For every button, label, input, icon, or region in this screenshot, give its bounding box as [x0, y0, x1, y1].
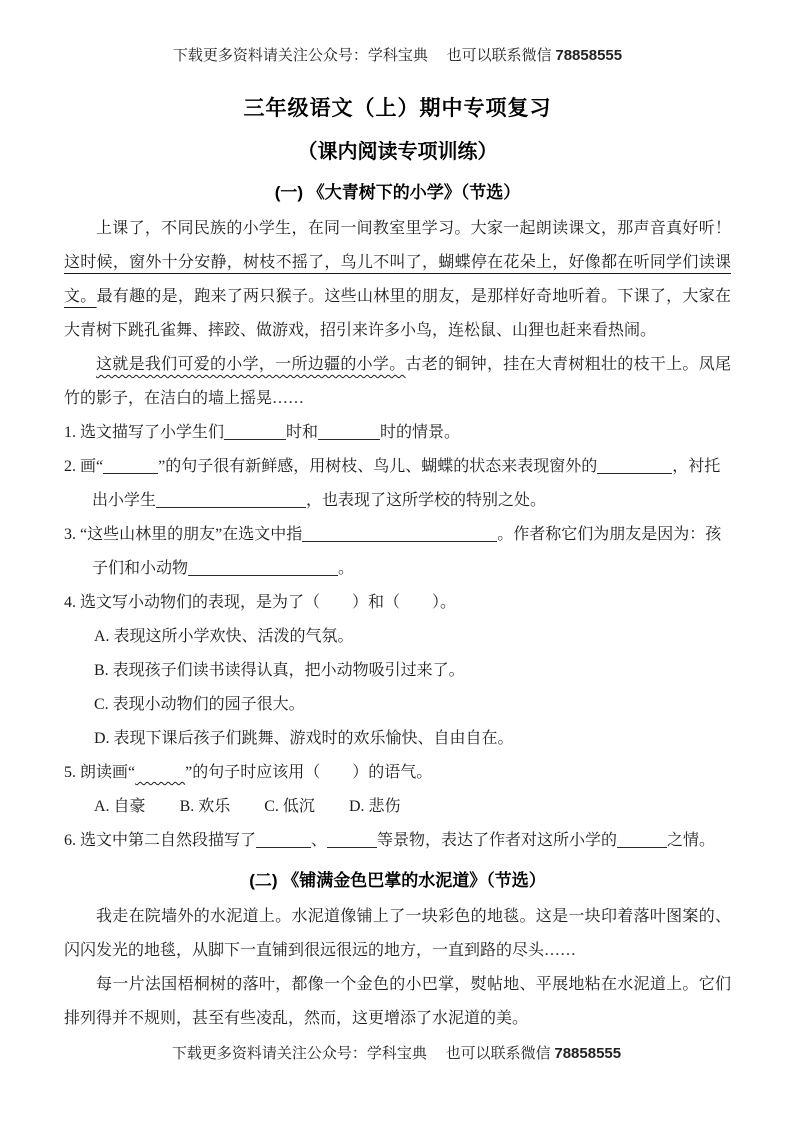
section-1-heading: (一) 《大青树下的小学》（节选）	[274, 183, 521, 202]
answer-blank	[256, 832, 311, 848]
footer-text: 下载更多资料请关注公众号：学科宝典 也可以联系微信	[171, 1046, 555, 1062]
passage-paragraph-1	[64, 212, 731, 348]
question-6	[64, 824, 731, 858]
passage-paragraph-2: 每一片法国梧桐树的落叶，都像一个金色的小巴掌，熨帖地、平展地粘在水泥道上。它们排列得并不规则，甚至有些凌乱，然而，这更增添了水泥道的美。	[64, 976, 731, 1027]
section-2-heading: (二) 《铺满金色巴掌的水泥道》（节选）	[249, 871, 546, 890]
question-4-option-d: D. 表现下课后孩子们跳舞、游戏时的欢乐愉快、自由自在。	[94, 730, 514, 747]
page-header-note	[64, 46, 731, 66]
question-1	[64, 416, 731, 450]
question-text: 1. 选文描写了小学生们	[64, 424, 225, 441]
passage-text: 最有趣的是，跑来了两只猴子。这些山林里的朋友，是那样好奇地听着。下课了，大家在大青树下跳孔雀舞、摔跤、做游戏，招引来许多小鸟，连松鼠、山狸也赶来看热闹。	[64, 288, 731, 339]
question-5	[64, 756, 731, 790]
question-5-option-c: C. 低沉	[264, 798, 315, 815]
page-subtitle: （课内阅读专项训练）	[297, 141, 498, 163]
question-3	[64, 518, 731, 586]
question-4-option-b: B. 表现孩子们读书读得认真，把小动物吸引过来了。	[94, 662, 465, 679]
answer-blank	[327, 832, 377, 848]
question-text: 等景物，表达了作者对这所小学的	[377, 832, 618, 849]
question-5-option-b: B. 欢乐	[179, 798, 231, 815]
passage-text: 古老的铜钟，挂在大青树粗壮的枝干上。凤尾竹的影子，在洁白的墙上摇晃……	[64, 356, 731, 407]
question-4-option-c: C. 表现小动物们的园子很大。	[94, 696, 305, 713]
header-text: 下载更多资料请关注公众号：学科宝典 也可以联系微信	[172, 48, 556, 64]
passage-paragraph-1: 我走在院墙外的水泥道上。水泥道像铺上了一块彩色的地毯。这是一块印着落叶图案的、闪闪发光的地毯，从脚下一直铺到很远很远的地方，一直到路的尽头……	[64, 908, 731, 959]
question-text: 2. 画“	[64, 458, 104, 475]
passage-paragraph-2	[64, 348, 731, 416]
question-5-option-a: A. 自豪	[94, 798, 146, 815]
underlined-sentence: 这时候，窗外十分安静，树枝不摇了，鸟儿不叫了，蝴蝶停在花朵上，好像都在听同学们读课文。	[64, 254, 731, 305]
answer-blank	[156, 492, 306, 508]
page-footer-note	[0, 1044, 793, 1064]
question-5-option-d: D. 悲伤	[348, 798, 401, 815]
question-text: 6. 选文中第二自然段描写了	[64, 832, 257, 849]
answer-blank	[302, 526, 497, 542]
answer-blank	[597, 458, 672, 474]
question-text: 之情。	[667, 832, 716, 849]
question-text: 、	[311, 832, 328, 849]
question-4	[64, 586, 731, 620]
question-2	[64, 450, 731, 518]
question-text: 时和	[286, 424, 319, 441]
question-text: 3. “这些山林里的朋友”在选文中指	[64, 526, 303, 543]
question-text: 5. 朗读画“	[64, 764, 136, 781]
question-4-option-a: A. 表现这所小学欢快、活泼的气氛。	[94, 628, 354, 645]
answer-blank	[224, 424, 286, 440]
header-wechat-number: 78858555	[555, 47, 623, 64]
answer-blank	[188, 560, 338, 576]
question-text: ”的句子时应该用（ ）的语气。	[185, 764, 433, 781]
question-text: ，也表现了这所学校的特别之处。	[306, 492, 547, 509]
question-text: ”的句子很有新鲜感，用树枝、鸟儿、蝴蝶的状态来表现窗外的	[158, 458, 598, 475]
underline-symbol-in-quotes	[103, 458, 158, 474]
question-text: ，衬托出小学生	[92, 458, 721, 509]
section-2-passage	[64, 900, 731, 1036]
passage-text: 上课了，不同民族的小学生，在同一间教室里学习。大家一起朗读课文，那声音真好听！	[96, 220, 731, 237]
question-5-options	[94, 790, 731, 824]
wavy-symbol-in-quotes	[135, 764, 185, 781]
question-text: 4. 选文写小动物们的表现，是为了（ ）和（ ）。	[64, 594, 457, 611]
question-text: 时的情景。	[380, 424, 461, 441]
footer-wechat-number: 78858555	[554, 1045, 622, 1062]
wavy-underlined-sentence: 这就是我们可爱的小学，一所边疆的小学。	[96, 356, 406, 373]
question-text: 。作者称它们为朋友是因为：孩子们和小动物	[92, 526, 722, 577]
answer-blank	[318, 424, 380, 440]
question-text: 。	[338, 560, 355, 577]
answer-blank	[617, 832, 667, 848]
page-title: 三年级语文（上）期中专项复习	[243, 97, 552, 120]
section-1-passage	[64, 212, 731, 416]
